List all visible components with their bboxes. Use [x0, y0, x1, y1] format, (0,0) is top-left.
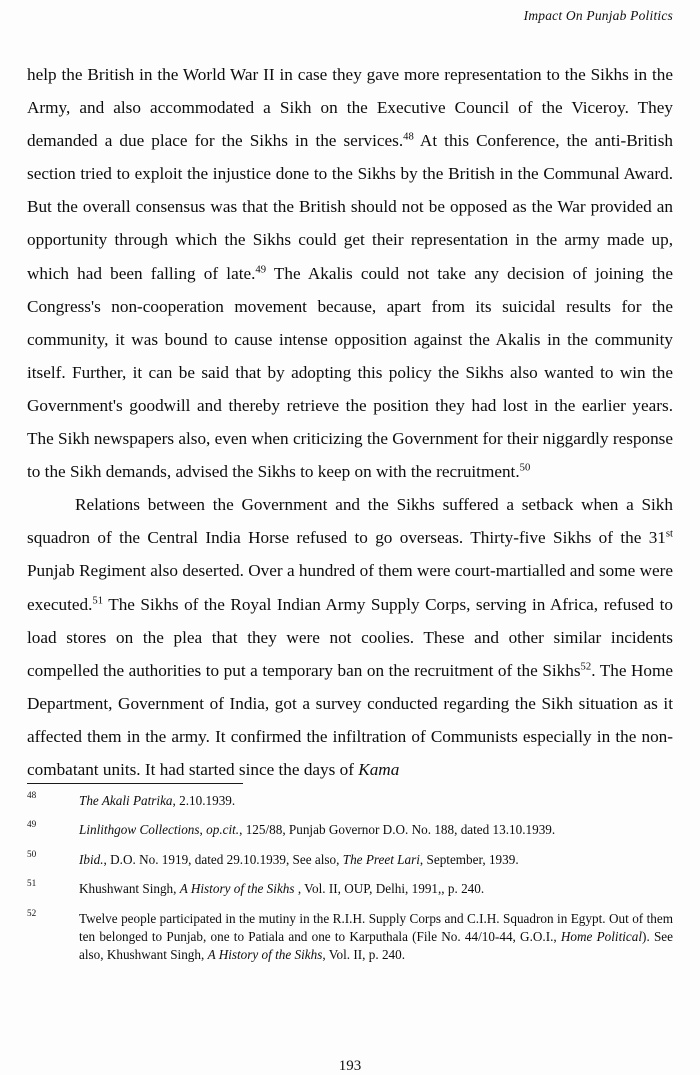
italic-run: Ibid. [79, 851, 104, 867]
text-run: , [199, 822, 207, 838]
footnote-entry [27, 880, 673, 898]
body-text-block [27, 58, 673, 786]
footnote-number: 52 [27, 907, 37, 918]
italic-run: A History of the Sikhs [207, 947, 323, 963]
italic-run: Linlithgow Collections [79, 822, 200, 838]
text-run: help the British in the World War II in case they gave more representation to the Sikhs in the Army, and also accommodated a Sikh on the Executive Council of the Viceroy. They demanded a due place for the Sikhs in the services. [27, 65, 673, 151]
text-run: Relations between the Government and the Sikhs suffered a setback when a Sikh squadron of the Central India Horse refused to go overseas. Thirty-five Sikhs of the 31 [27, 495, 673, 548]
footnote-text [79, 792, 673, 810]
text-run: , 125/88, Punjab Governor D.O. No. 188, dated 13.10.1939. [239, 822, 556, 838]
footnote-text [79, 880, 673, 898]
footnote-reference-marker: 49 [255, 263, 267, 275]
footnote-text [79, 851, 673, 869]
footnote-entry [27, 848, 673, 869]
footnote-number: 50 [27, 848, 37, 859]
text-run: . The Home Department, Government of India, got a survey conducted regarding the Sikh situation as it affected them in the army. It confirmed the infiltration of Communists especially in the non-combatant units. It had started since the days of [27, 660, 674, 779]
text-run: ). See also, Khushwant Singh, [79, 929, 673, 963]
text-run: At this Conference, the anti-British section tried to exploit the injustice done to the Sikhs by the British in the Communal Award. But the overall consensus was that the British should not be opposed as the War provided an opportunity through which the Sikhs could get their representation in the army made up, which had been falling of late. [27, 131, 673, 283]
footnote-number: 48 [27, 790, 37, 800]
running-head: Impact On Punjab Politics [523, 8, 673, 23]
body-paragraph [27, 58, 673, 488]
italic-run: The Preet Lari [342, 851, 420, 867]
footnote-reference-marker: 52 [580, 660, 592, 672]
text-run: , 2.10.1939. [172, 793, 236, 808]
italic-run: The Akali Patrika [79, 793, 173, 808]
footnote-entry [27, 821, 673, 839]
text-run: Twelve people participated in the mutiny in the R.I.H. Supply Corps and C.I.H. Squadron in Egypt. Out of them ten belonged to Punjab, one to Patiala and one to Karputhala (File No. 44/10-44, G.O.I., [79, 910, 673, 945]
italic-run: op.cit. [206, 822, 240, 838]
text-run: , September, 1939. [419, 851, 519, 867]
footnote-text [79, 910, 673, 965]
page-number: 193 [338, 1058, 362, 1074]
text-run: The Akalis could not take any decision of joining the Congress's non-cooperation movement because, apart from its suicidal results for the community, it was bound to cause intense opposition against the Akalis in the community itself. Further, it can be said that by adopting this policy the Sikhs also wanted to win the Government's goodwill and thereby retrieve the position they had lost in the earlier years. The Sikh newspapers also, even when criticizing the Government for their niggardly response to the Sikh demands, advised the Sikhs to keep on with the recruitment. [27, 263, 673, 482]
footnote-number: 49 [27, 819, 37, 830]
body-paragraph [27, 488, 673, 786]
footnote-reference-marker: 48 [403, 131, 414, 143]
footnote-reference-marker: st [665, 528, 673, 540]
text-run: , Vol. II, OUP, Delhi, 1991,, p. 240. [294, 881, 485, 897]
footnote-reference-marker: 51 [92, 594, 104, 606]
footnote-entry [27, 792, 673, 810]
italic-run: A History of the Sikhs [179, 881, 295, 897]
text-run: Punjab Regiment also deserted. Over a hundred of them were court-martialled and some were executed. [27, 561, 673, 614]
italic-run: Home Political [560, 929, 643, 945]
text-run: , D.O. No. 1919, dated 29.10.1939, See also, [103, 851, 343, 867]
text-run: The Sikhs of the Royal Indian Army Supply Corps, serving in Africa, refused to load stores on the plea that they were not coolies. These and other similar incidents compelled the authorities to put a temporary ban on the recruitment of the Sikhs [27, 594, 673, 680]
footnote-reference-marker: 50 [519, 462, 531, 474]
footnote-separator-rule [27, 783, 243, 784]
footnote-text [79, 821, 673, 839]
footnote-entry [27, 907, 673, 965]
footnote-number: 51 [27, 878, 37, 889]
italic-run: Kama [358, 759, 400, 779]
text-run: , Vol. II, p. 240. [322, 947, 406, 963]
text-run: Khushwant Singh, [79, 881, 180, 897]
footnotes-block [27, 792, 673, 965]
